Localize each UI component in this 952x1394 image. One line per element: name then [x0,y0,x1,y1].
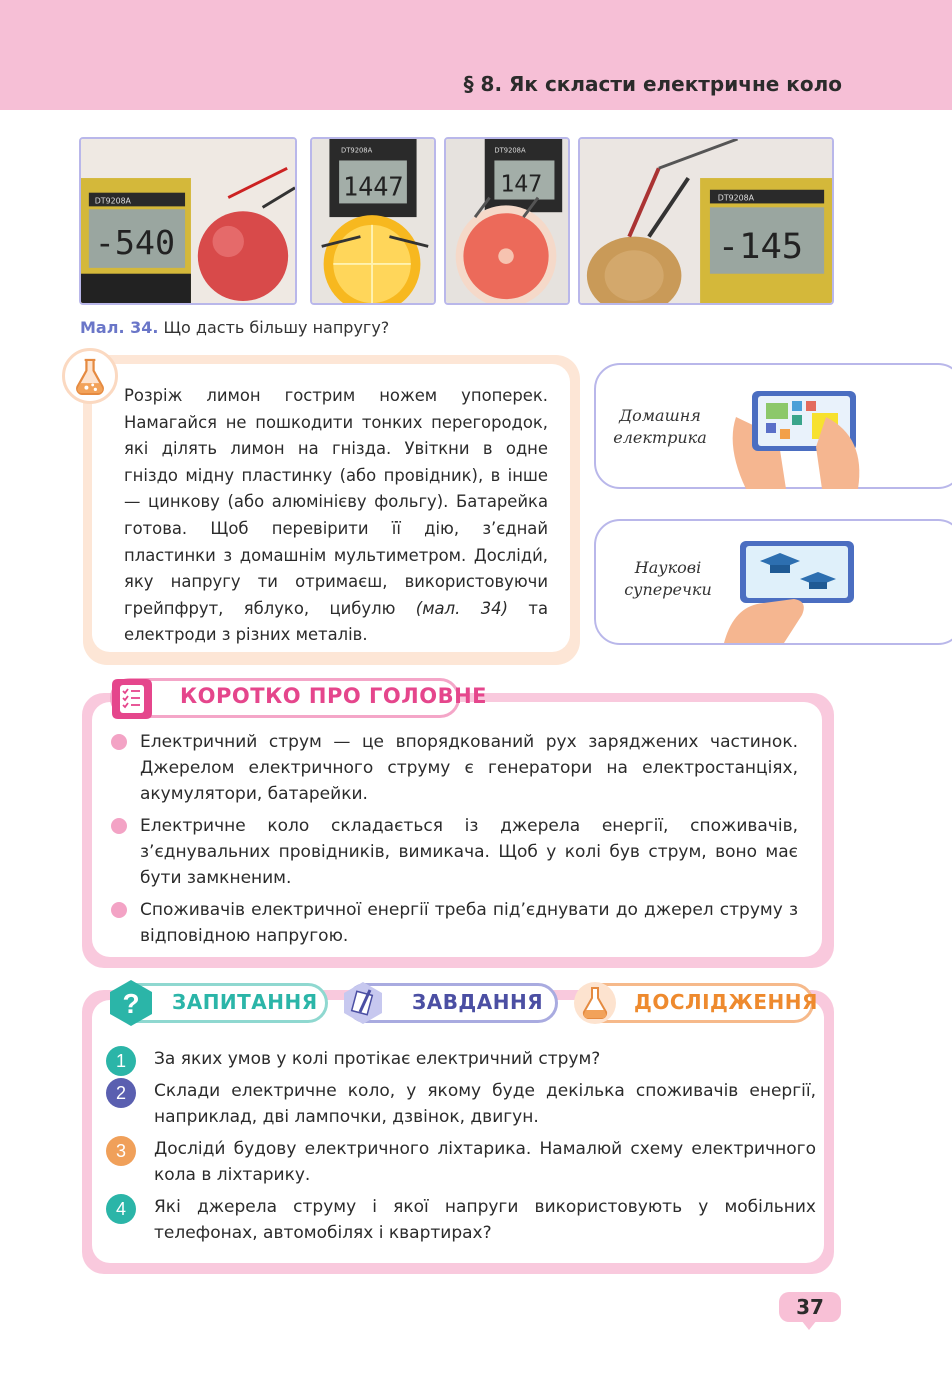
meter-model-2: DT9208A [341,146,373,155]
tablet-hands-icon [726,377,866,489]
side-card-label-1a: Домашня [619,406,701,425]
phone-graduation-icon [724,525,864,643]
meter-model-1: DT9208A [94,196,131,206]
caption-label: Мал. 34. [80,318,159,337]
meter-reading-1: -540 [94,223,176,263]
question-number: 4 [106,1194,136,1224]
tab-tasks-label: ЗАВДАННЯ [412,990,544,1014]
meter-reading-2: 1447 [342,172,404,202]
question-number: 2 [106,1078,136,1108]
side-card-science-debates[interactable] [594,519,952,645]
question-list [106,1046,816,1252]
checklist-icon [108,677,156,721]
question-text: Склади електричне коло, у якому буде декілька споживачів енергії, наприклад, дві лампочки, дзвінок, двигун. [154,1081,816,1127]
caption-text: Що дасть більшу напругу? [158,318,390,337]
side-card-home-electrics[interactable] [594,363,952,489]
summary-item-text: Електричне коло складається із джерела енергії, споживачів, з’єднувальних провідників, вимикача. Щоб у колі був струм, воно має бути замкненим. [140,816,798,888]
meter-model-3: DT9208A [494,146,526,155]
question-number: 1 [106,1046,136,1076]
grapefruit-photo [444,137,570,305]
question-text: За яких умов у колі протікає електричний струм? [154,1049,601,1069]
summary-item [108,813,798,891]
flask-small-icon [572,980,618,1026]
question-item [106,1078,816,1130]
page-number: 37 [779,1292,841,1322]
bullet-icon [111,734,127,750]
bullet-icon [111,818,127,834]
experiment-text-end: та електроди з різних металів. [124,598,548,645]
apple-photo [79,137,297,305]
summary-item [108,729,798,807]
question-text: Досліди́ будову електричного ліхтарика. Намалюй схему електричного кола в ліхтарику. [154,1139,816,1185]
experiment-text [124,383,548,649]
question-mark-icon [106,978,156,1028]
meter-reading-4: -145 [717,226,804,268]
side-card-label-1b: електрика [613,428,707,447]
pencil-paper-icon [340,980,386,1026]
chapter-title: § 8. Як скласти електричне коло [463,72,842,96]
onion-photo [578,137,834,305]
summary-item-text: Електричний струм — це впорядкований рух заряджених частинок. Джерелом електричного струму є генератори на електростанціях, акумулятори, батарейки. [140,732,798,804]
meter-reading-3: 147 [500,169,543,198]
question-item [106,1136,816,1188]
summary-item-text: Споживачів електричної енергії треба під’єднувати до джерел струму з відповідною напругою. [140,900,798,946]
summary-list [108,729,798,955]
side-card-label-2b: суперечки [624,580,712,599]
experiment-text-main: Розріж лимон гострим ножем упоперек. Намагайся не пошкодити тонких перегородок, які ділять лимон на гнізда. Увіткни в одне гніздо мідну пластинку (або провідник), в інше — цинкову (або алюмінієву фольгу). Батарейка готова. Щоб перевірити її дію, з’єднай пластинки з домашнім мультиметром. Досліди́, яку напругу ти отримаєш, використовуючи грейпфрут, яблуко, цибулю [124,386,548,618]
figure-caption [80,318,389,337]
orange-photo [310,137,436,305]
side-card-label-2a: Наукові [634,558,702,577]
flask-icon [62,348,118,404]
summary-item [108,897,798,949]
question-number: 3 [106,1136,136,1166]
tab-questions-label: ЗАПИТАННЯ [172,990,318,1014]
page-number-tip [801,1320,817,1330]
summary-title: КОРОТКО ПРО ГОЛОВНЕ [180,684,487,708]
meter-model-4: DT9208A [717,193,755,203]
tab-research-label: ДОСЛІДЖЕННЯ [634,990,818,1014]
question-item [106,1046,816,1072]
bullet-icon [111,902,127,918]
question-item [106,1194,816,1246]
experiment-figure-ref: (мал. 34) [415,598,508,618]
question-text: Які джерела струму і якої напруги використовують у мобільних телефонах, автомобілях і квартирах? [154,1197,816,1243]
svg-text:?: ? [122,988,140,1019]
